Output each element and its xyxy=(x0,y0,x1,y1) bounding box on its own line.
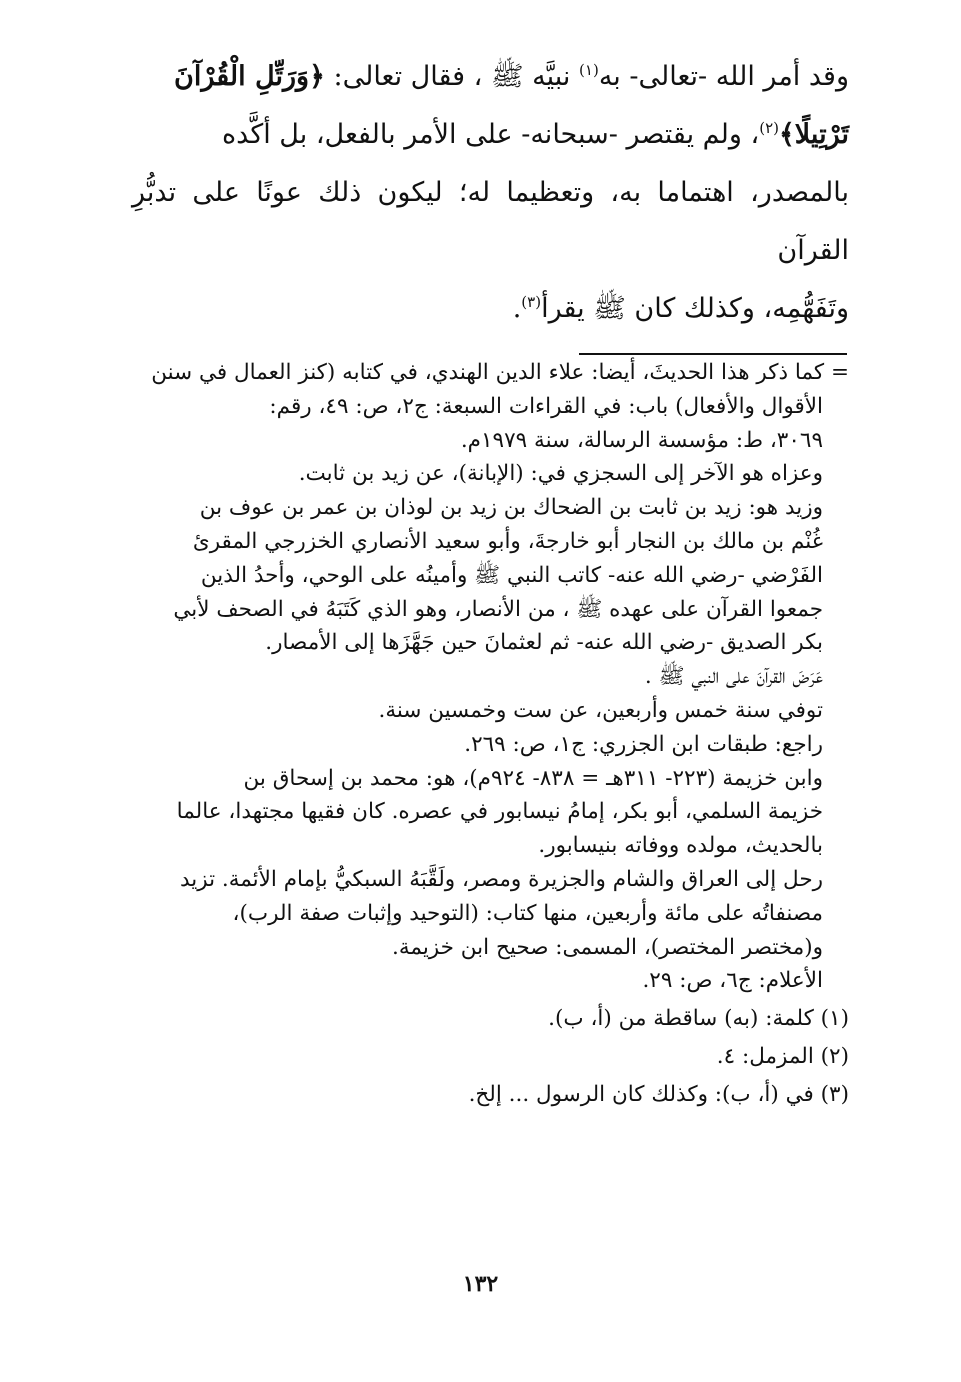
footnote-line: عَرَضَ القرآنَ على النبي ﷺ . xyxy=(644,664,823,690)
footnote-paragraph xyxy=(132,694,849,728)
footnote-line: ٣٠٦٩، ط: مؤسسة الرسالة، سنة ١٩٧٩م. xyxy=(460,427,823,453)
footnote-ref-2: (٢) xyxy=(759,119,779,137)
main-line xyxy=(132,164,849,280)
main-text-segment: . xyxy=(512,293,522,324)
main-text xyxy=(132,48,849,338)
footnote-line: بالحديث، مولده ووفاته بنيسابور. xyxy=(538,833,823,859)
footnote-paragraph xyxy=(132,863,849,964)
footnote-line: توفي سنة خمس وأربعين، عن ست وخمسين سنة. xyxy=(378,697,823,723)
footnote-ref-1: (١) xyxy=(579,61,599,79)
footnote-paragraph xyxy=(132,762,849,863)
main-text-segment: ، ولم يقتصر -سبحانه- على الأمر بالفعل، بل أكَّده xyxy=(222,119,760,150)
main-text-segment: بالمصدر، اهتماما به، وتعظيما له؛ ليكون ذلك عونًا على تدبُّرِ القرآن xyxy=(132,177,849,266)
footnote-line: جمعوا القرآن على عهده ﷺ ، من الأنصار، وهو الذي كَتَبَهُ في الصحف لأبي xyxy=(173,596,823,622)
footnote-paragraph xyxy=(132,491,849,660)
footnote-3: (٣) في (أ، ب): وكذلك كان الرسول ... إلخ. xyxy=(468,1081,849,1107)
footnote-separator xyxy=(579,353,847,355)
footnote-line: و(مختصر المختصر)، المسمى: صحيح ابن خزيمة. xyxy=(392,934,823,960)
footnote-line: الأقوال والأفعال) باب: في القراءات السبعة: ج٢، ص: ٤٩، رقم: xyxy=(269,393,823,419)
footnote-line: وزيد هو: زيد بن ثابت بن الضحاك بن زيد بن لوذان بن عمر بن عوف بن xyxy=(199,495,823,521)
quran-verse: ﴿وَرَتِّلِ الْقُرْآنَ xyxy=(174,61,325,92)
footnote-line: الفَرْضي -رضي الله عنه- كاتب النبي ﷺ وأمينُه على الوحي، وأحدُ الذين xyxy=(200,562,823,588)
footnote-line: خزيمة السلمي، أبو بكر، إمامُ نيسابور في عصره. كان فقيها مجتهدا، عالما xyxy=(176,799,823,825)
footnote-line: بكر الصديق -رضي الله عنه- ثم لعثمانَ حين جَهَّزَها إلى الأمصار. xyxy=(265,630,823,656)
footnote-line: غُنْم بن مالك بن النجار أبو خارجةَ، وأبو سعيد الأنصاري الخزرجي المقرئ xyxy=(192,528,823,554)
footnote-line: وابن خزيمة (٢٢٣- ٣١١هـ = ٨٣٨- ٩٢٤م)، هو: محمد بن إسحاق بن xyxy=(243,765,823,791)
main-text-segment: وقد أمر الله -تعالى- به xyxy=(598,61,849,92)
footnotes xyxy=(132,356,849,1112)
footnote-line: رحل إلى العراق والشام والجزيرة ومصر، ولَقَّبَهُ السبكيُّ بإمام الأئمة. تزيد xyxy=(179,866,823,892)
footnote-line: راجع: طبقات ابن الجزري: ج١، ص: ٢٦٩. xyxy=(464,731,823,757)
quran-verse: تَرْتِيلًا﴾ xyxy=(778,119,849,150)
footnote-line: الأعلام: ج٦، ص: ٢٩. xyxy=(642,968,823,994)
footnote-paragraph xyxy=(132,964,849,998)
main-text-segment: نبيَّه ﷺ ، فقال تعالى: xyxy=(324,61,580,92)
main-line xyxy=(132,106,849,164)
main-text-segment: وتَفَهُّمِه، وكذلك كان ﷺ يقرأ xyxy=(541,293,849,324)
page-number: ١٣٢ xyxy=(462,1271,499,1297)
footnote-ref-3: (٣) xyxy=(521,293,542,311)
footnote-line: مصنفاتُه على مائة وأربعين، منها كتاب: (التوحيد وإثبات صفة الرب)، xyxy=(232,900,823,926)
footnote-paragraph xyxy=(132,457,849,491)
footnote-paragraph xyxy=(132,728,849,762)
footnote-2: (٢) المزمل: ٤. xyxy=(716,1043,849,1069)
footnote-continuation xyxy=(132,356,849,457)
numbered-footnotes xyxy=(132,1002,849,1111)
footnote-paragraph xyxy=(132,660,849,694)
footnote-line: = كما ذكر هذا الحديثَ، أيضا: علاء الدين الهندي، في كتابه (كنز العمال في سنن xyxy=(151,360,849,385)
footnote-1: (١) كلمة: (به) ساقطة من (أ، ب). xyxy=(548,1006,849,1032)
footnote-line: وعزاه هو الآخر إلى السجزي في: (الإبانة)، عن زيد بن ثابت. xyxy=(298,461,823,487)
main-line xyxy=(132,48,849,106)
main-line xyxy=(132,280,849,338)
